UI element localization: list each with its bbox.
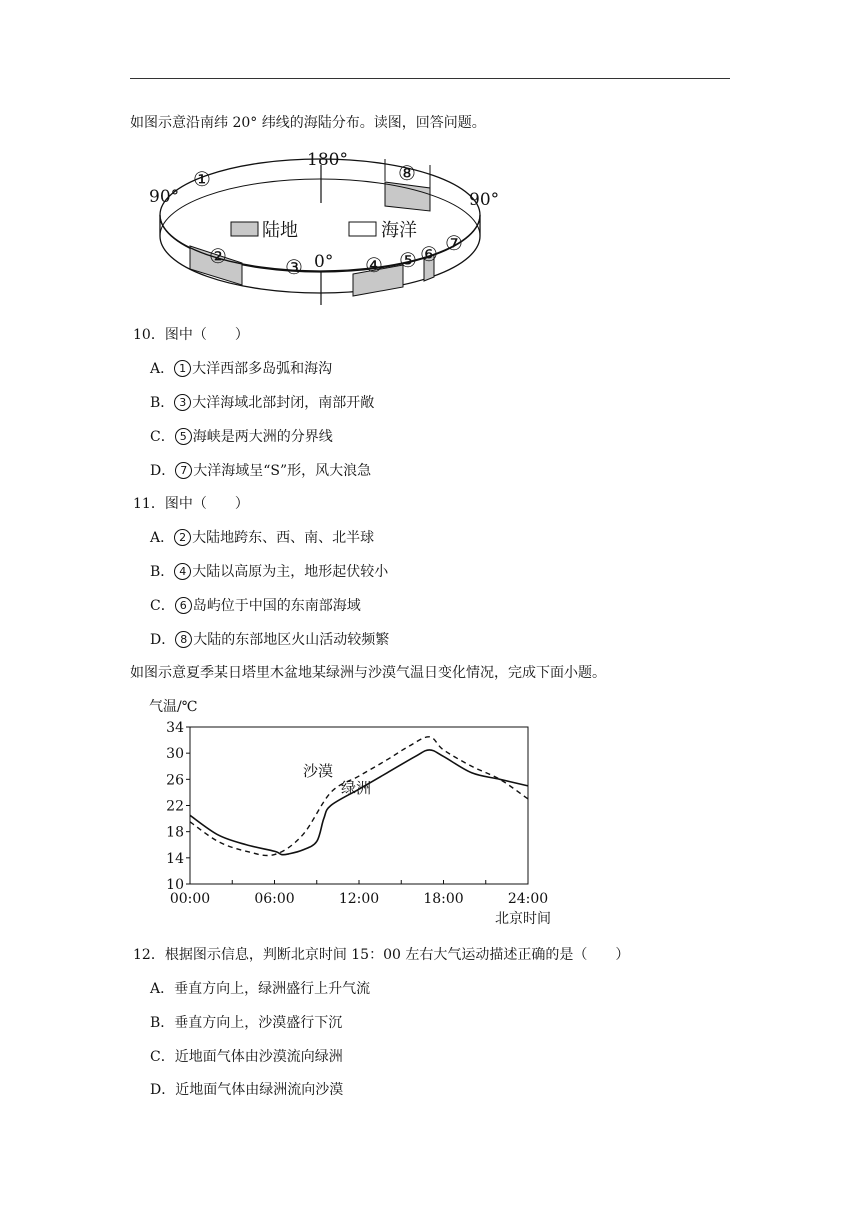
circled-number: 3 <box>174 394 191 411</box>
y-tick-label: 18 <box>166 824 184 841</box>
x-tick-label: 12:00 <box>338 891 380 907</box>
marker-4: ④ <box>365 253 383 277</box>
y-axis-label: 气温/℃ <box>149 699 198 715</box>
legend-ocean-swatch <box>349 222 376 236</box>
marker-2: ② <box>209 244 227 268</box>
intro-latitude: 如图示意沿南纬 20° 纬线的海陆分布。读图，回答问题。 <box>130 115 486 131</box>
series-line-1 <box>190 750 528 855</box>
x-tick-label: 18:00 <box>423 891 464 907</box>
series-label-desert: 沙漠 <box>303 762 334 780</box>
circled-number: 4 <box>174 563 191 580</box>
marker-7: ⑦ <box>445 231 463 255</box>
y-tick-label: 26 <box>166 772 184 789</box>
circled-number: 5 <box>175 428 192 445</box>
header-rule <box>130 78 730 79</box>
legend-land-swatch <box>231 222 258 236</box>
plot-frame <box>190 727 528 884</box>
circled-number: 2 <box>174 529 191 546</box>
series-label-oasis: 绿洲 <box>341 779 372 797</box>
x-tick-label: 00:00 <box>169 891 211 907</box>
circled-number: 8 <box>175 631 192 648</box>
marker-5: ⑤ <box>399 248 417 272</box>
circled-number: 6 <box>175 597 192 614</box>
q10-option-c[interactable]: C． 5 海峡是两大洲的分界线 <box>150 429 333 445</box>
q11-option-d[interactable]: D． 8 大陆的东部地区火山活动较频繁 <box>150 632 390 648</box>
legend-land-label: 陆地 <box>262 220 298 241</box>
latitude-ring-diagram <box>145 143 500 311</box>
label-90-left: 90° <box>149 187 180 207</box>
label-0: 0° <box>314 252 334 272</box>
circled-number: 1 <box>174 360 191 377</box>
y-tick-label: 14 <box>166 850 184 867</box>
q11-option-a[interactable]: A． 2 大陆地跨东、西、南、北半球 <box>150 530 375 546</box>
x-tick-label: 24:00 <box>507 891 549 907</box>
y-tick-label: 10 <box>166 877 184 893</box>
q10-option-d[interactable]: D． 7 大洋海域呈“S”形，风大浪急 <box>150 463 372 479</box>
marker-1: ① <box>193 167 211 191</box>
label-180: 180° <box>307 150 348 170</box>
marker-8: ⑧ <box>398 161 416 185</box>
y-tick-label: 22 <box>166 798 184 815</box>
q12-stem: 12．根据图示信息，判断北京时间 15：00 左右大气运动描述正确的是（ ） <box>133 947 630 963</box>
legend-ocean-label: 海洋 <box>381 220 417 241</box>
q11-stem: 11．图中（ ） <box>133 496 249 512</box>
q11-option-c[interactable]: C． 6 岛屿位于中国的东南部海域 <box>150 598 361 614</box>
circled-number: 7 <box>175 462 192 479</box>
x-axis-label: 北京时间 <box>495 911 551 927</box>
q12-option-d[interactable]: D．近地面气体由绿洲流向沙漠 <box>150 1082 344 1098</box>
q10-option-b[interactable]: B． 3 大洋海域北部封闭，南部开敞 <box>150 395 375 411</box>
x-tick-label: 06:00 <box>254 891 295 907</box>
label-90-right: 90° <box>469 190 500 210</box>
marker-6: ⑥ <box>420 242 438 266</box>
q11-option-b[interactable]: B． 4 大陆以高原为主，地形起伏较小 <box>150 564 389 580</box>
q12-option-c[interactable]: C．近地面气体由沙漠流向绿洲 <box>150 1049 343 1065</box>
temperature-line-chart <box>145 693 565 933</box>
intro-temperature: 如图示意夏季某日塔里木盆地某绿洲与沙漠气温日变化情况，完成下面小题。 <box>130 665 606 681</box>
q10-stem: 10．图中（ ） <box>133 327 249 343</box>
q10-option-a[interactable]: A． 1 大洋西部多岛弧和海沟 <box>150 361 333 377</box>
q12-option-a[interactable]: A．垂直方向上，绿洲盛行上升气流 <box>150 981 371 997</box>
y-tick-label: 34 <box>166 720 184 736</box>
marker-3: ③ <box>285 255 303 279</box>
q12-option-b[interactable]: B．垂直方向上，沙漠盛行下沉 <box>150 1015 343 1031</box>
y-tick-label: 30 <box>166 746 184 763</box>
land-8 <box>385 182 430 211</box>
